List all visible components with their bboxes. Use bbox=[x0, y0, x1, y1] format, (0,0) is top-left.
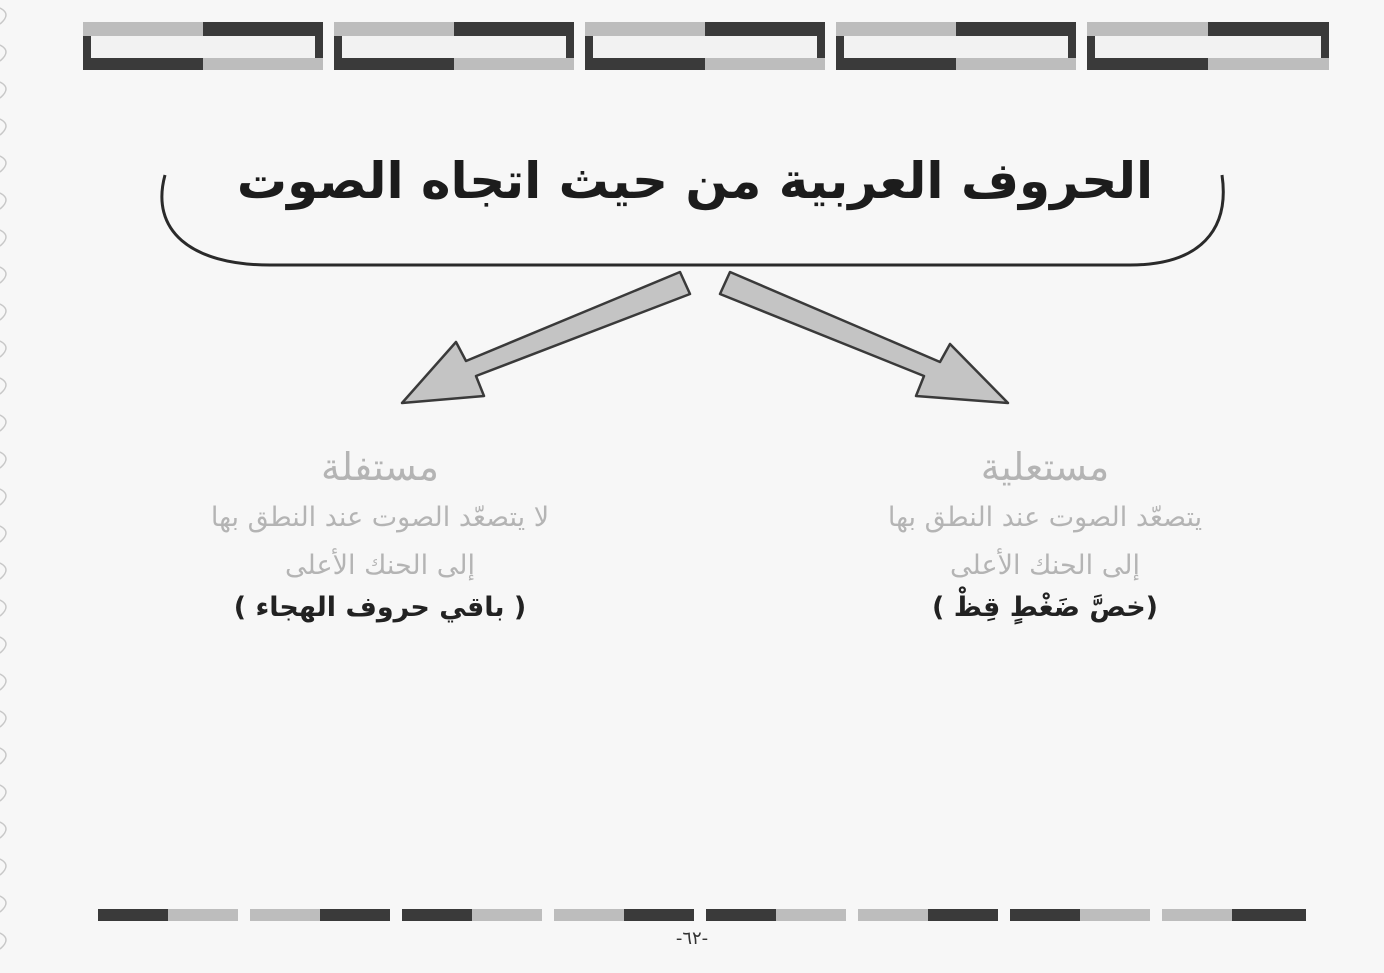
branch-arrows bbox=[380, 258, 1030, 418]
column-letters: (خصَّ ضَغْطٍ قِظْ ) bbox=[931, 592, 1158, 623]
top-decorative-bars bbox=[83, 22, 1329, 70]
column-desc-line2: إلى الحنك الأعلى bbox=[950, 550, 1140, 581]
column-letters: ( باقي حروف الهجاء ) bbox=[233, 592, 527, 623]
page-number: -٦٢- bbox=[675, 928, 709, 949]
column-heading: مستعلية bbox=[980, 445, 1110, 489]
binder-rings bbox=[0, 0, 34, 973]
page-title: الحروف العربية من حيث اتجاه الصوت bbox=[236, 152, 1154, 210]
column-desc-line1: لا يتصعّد الصوت عند النطق بها bbox=[210, 502, 550, 533]
column-mustaliya bbox=[840, 440, 1250, 626]
arrow-right-icon bbox=[720, 272, 1008, 403]
column-mustafila bbox=[150, 440, 610, 626]
arrow-left-icon bbox=[402, 272, 690, 403]
column-desc-line1: يتصعّد الصوت عند النطق بها bbox=[887, 502, 1203, 533]
column-desc-line2: إلى الحنك الأعلى bbox=[285, 550, 475, 581]
column-heading: مستفلة bbox=[321, 445, 439, 489]
bottom-decorative-bars bbox=[98, 909, 1306, 921]
